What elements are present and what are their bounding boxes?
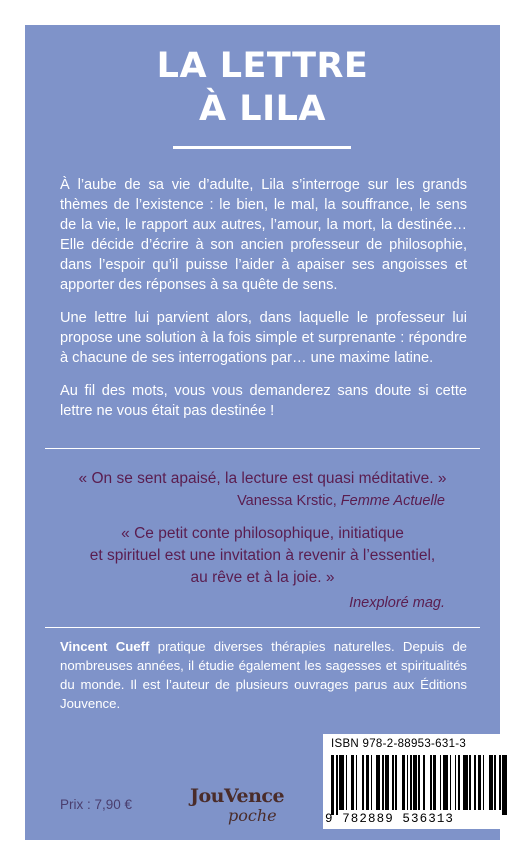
quote-2-line-1: « Ce petit conte philosophique, initiatique <box>121 525 404 542</box>
author-bio-text: pratique diverses thérapies naturelles. Depuis de nombreuses années, il étudie également les sagesses et spiritualités du monde. Il est l’auteur de plusieurs ouvrages parus aux Éditions Jouvence. <box>60 639 467 711</box>
summary-paragraph-2: Une lettre lui parvient alors, dans laquelle le professeur lui propose une solution à la fois simple et surprenante : répondre à chacune de ses interrogations par… une maxime latine. <box>60 310 467 366</box>
barcode-bar <box>463 755 468 810</box>
barcode-bar <box>474 755 476 810</box>
barcode-bar <box>418 755 420 810</box>
barcode-bar <box>469 755 471 810</box>
barcode-bar <box>356 755 358 810</box>
quote-2-line-3: au rêve et à la joie. » <box>190 569 335 586</box>
publisher-logo <box>190 785 290 830</box>
isbn-barcode-panel <box>323 734 513 829</box>
barcode-bar <box>450 755 452 810</box>
barcode <box>331 755 509 810</box>
barcode-bar <box>385 755 388 810</box>
barcode-bar <box>458 755 460 810</box>
barcode-bar <box>366 755 369 810</box>
quote-1-source: Femme Actuelle <box>340 493 445 509</box>
divider-top <box>45 448 480 449</box>
barcode-bar <box>478 755 481 810</box>
barcode-bar <box>489 755 492 810</box>
quote-2-text <box>60 523 465 589</box>
barcode-bar <box>413 755 416 810</box>
back-cover <box>25 25 500 840</box>
barcode-bar <box>339 755 344 810</box>
barcode-bar <box>423 755 425 810</box>
barcode-bar <box>433 755 436 810</box>
barcode-bar <box>392 755 394 810</box>
isbn-label: ISBN 978-2-88953-631-3 <box>331 738 467 750</box>
summary-paragraph-3: Au fil des mots, vous vous demanderez sans doute si cette lettre ne vous était pas destinée ! <box>60 383 467 419</box>
barcode-bar <box>410 755 412 810</box>
quote-1-author: Vanessa Krstic, <box>237 493 341 509</box>
barcode-bar <box>346 755 348 810</box>
publisher-logo-text: JouVence <box>190 785 285 807</box>
barcode-bar <box>402 755 405 810</box>
price: Prix : 7,90 € <box>60 797 133 812</box>
title-line-2: À LILA <box>199 89 326 129</box>
author-name: Vincent Cueff <box>60 639 150 654</box>
barcode-bar <box>407 755 409 810</box>
author-bio <box>60 637 467 713</box>
barcode-bar <box>494 755 496 810</box>
barcode-bar <box>430 755 432 810</box>
barcode-bar <box>395 755 397 810</box>
quote-1-attribution <box>237 491 445 511</box>
barcode-bar <box>502 755 507 815</box>
barcode-bar <box>440 755 442 810</box>
quote-1-text: « On se sent apaisé, la lecture est quasi méditative. » <box>78 470 447 487</box>
divider-bottom <box>45 627 480 628</box>
isbn-digits: 9 782889 536313 <box>325 812 455 826</box>
publisher-collection-text: poche <box>228 806 277 825</box>
barcode-bar <box>331 755 334 815</box>
barcode-bar <box>455 755 457 810</box>
barcode-bar <box>483 755 485 810</box>
summary-paragraph-1: À l’aube de sa vie d’adulte, Lila s’interroge sur les grands thèmes de l’existence : le bien, le mal, la souffrance, le sens de la vie, le rapport aux autres, l’amour, la mort, la destinée… Elle décide d’écrire à son ancien professeur de philosophie, dans l’espoir qu’il puisse l’aider à apaiser ses angoisses et apporter des réponses à sa quête de sens. <box>60 177 467 293</box>
book-title <box>25 45 500 131</box>
quote-2-source: Inexploré mag. <box>349 595 445 611</box>
quote-2-line-2: et spirituel est une invitation à revenir à l’essentiel, <box>89 547 436 564</box>
barcode-bar <box>362 755 364 810</box>
barcode-bar <box>351 755 354 810</box>
barcode-bar <box>499 755 501 810</box>
barcode-bar <box>382 755 384 810</box>
barcode-bar <box>336 755 338 815</box>
barcode-bar <box>371 755 373 810</box>
title-line-1: LA LETTRE <box>156 46 369 86</box>
title-rule <box>173 146 351 149</box>
quote-2-attribution <box>349 593 445 613</box>
barcode-bar <box>376 755 381 810</box>
barcode-bar <box>443 755 448 810</box>
summary <box>60 175 467 434</box>
